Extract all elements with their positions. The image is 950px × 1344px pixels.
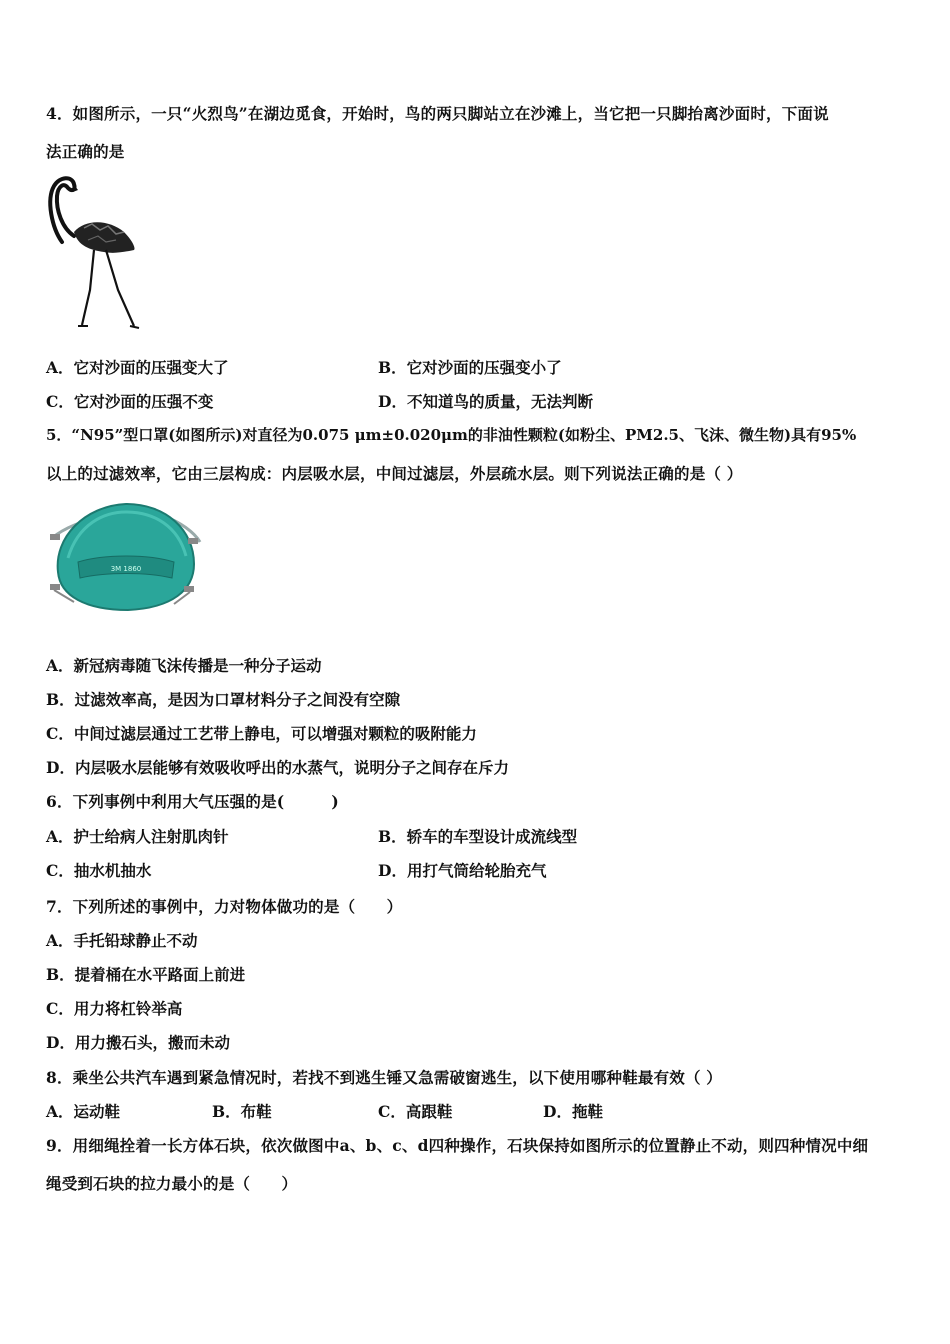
- q4-option-d[interactable]: D．不知道鸟的质量，无法判断: [378, 392, 593, 411]
- q5-option-c[interactable]: C．中间过滤层通过工艺带上静电，可以增强对颗粒的吸附能力: [46, 724, 477, 743]
- q7-option-a[interactable]: A．手托铅球静止不动: [46, 931, 198, 950]
- q4-option-a[interactable]: A．它对沙面的压强变大了: [46, 358, 229, 377]
- q4-option-b[interactable]: B．它对沙面的压强变小了: [378, 358, 562, 377]
- q5-stem-line1: 5．“N95”型口罩(如图所示)对直径为0.075 μm±0.020μm的非油性颗粒(如粉尘、PM2.5、飞沫、微生物)具有95%: [46, 426, 857, 444]
- q8-option-d[interactable]: D．拖鞋: [543, 1102, 603, 1121]
- q8-option-c[interactable]: C．高跟鞋: [378, 1102, 453, 1121]
- q7-option-d[interactable]: D．用力搬石头，搬而未动: [46, 1033, 230, 1052]
- q6-option-c[interactable]: C．抽水机抽水: [46, 861, 152, 880]
- q5-option-b[interactable]: B．过滤效率高，是因为口罩材料分子之间没有空隙: [46, 690, 401, 709]
- q5-option-d[interactable]: D．内层吸水层能够有效吸收呼出的水蒸气，说明分子之间存在斥力: [46, 758, 509, 777]
- q6-option-d[interactable]: D．用打气筒给轮胎充气: [378, 861, 547, 880]
- q5-option-a[interactable]: A．新冠病毒随飞沫传播是一种分子运动: [46, 656, 322, 675]
- q7-stem: 7．下列所述的事例中，力对物体做功的是（ ）: [46, 897, 403, 916]
- q9-stem-line1: 9．用细绳拴着一长方体石块，依次做图中a、b、c、d四种操作，石块保持如图所示的位置静止不动，则四种情况中细: [46, 1136, 869, 1155]
- q7-option-b[interactable]: B．提着桶在水平路面上前进: [46, 965, 246, 984]
- q8-stem: 8．乘坐公共汽车遇到紧急情况时，若找不到逃生锤又急需破窗逃生，以下使用哪种鞋最有效（ ）: [46, 1068, 722, 1087]
- q4-stem-line1: 4．如图所示，一只“火烈鸟”在湖边觅食，开始时，鸟的两只脚站立在沙滩上，当它把一只脚抬离沙面时，下面说: [46, 104, 829, 123]
- mask-label-text: 3M 1860: [110, 565, 142, 573]
- q8-option-a[interactable]: A．运动鞋: [46, 1102, 121, 1121]
- q8-option-b[interactable]: B．布鞋: [212, 1102, 272, 1121]
- q6-option-a[interactable]: A．护士给病人注射肌肉针: [46, 827, 229, 846]
- q6-option-b[interactable]: B．轿车的车型设计成流线型: [378, 827, 578, 846]
- q7-option-c[interactable]: C．用力将杠铃举高: [46, 999, 183, 1018]
- q6-stem: 6．下列事例中利用大气压强的是( ): [46, 792, 339, 811]
- n95-mask-figure: [44, 498, 204, 616]
- q9-stem-line2: 绳受到石块的拉力最小的是（ ）: [46, 1174, 298, 1193]
- q4-option-c[interactable]: C．它对沙面的压强不变: [46, 392, 214, 411]
- flamingo-figure: [44, 170, 144, 332]
- q4-stem-line2: 法正确的是: [46, 142, 125, 161]
- q5-stem-line2: 以上的过滤效率，它由三层构成：内层吸水层，中间过滤层，外层疏水层。则下列说法正确的是（ ）: [46, 464, 743, 483]
